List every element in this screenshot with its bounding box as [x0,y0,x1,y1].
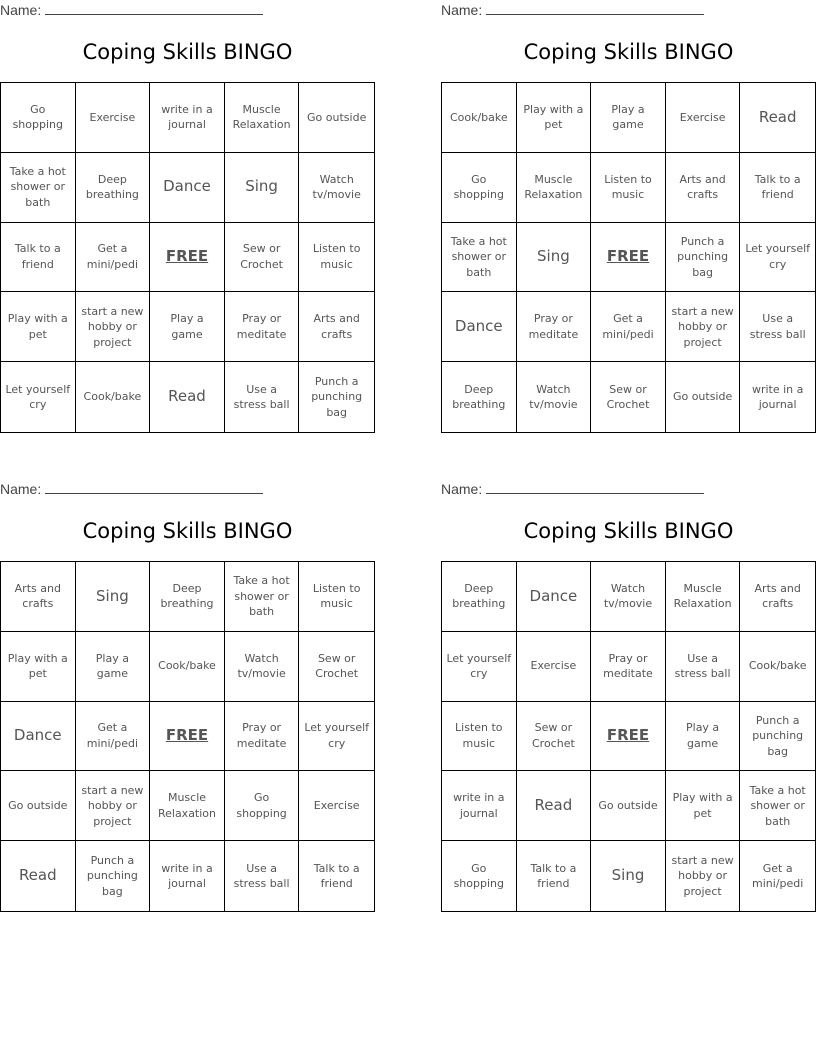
bingo-cell: Muscle Relaxation [150,771,225,841]
bingo-card-3 [0,479,375,913]
bingo-cell: Go shopping [1,83,76,153]
bingo-cell: Sew or Crochet [225,223,300,293]
bingo-cell: Deep breathing [442,362,517,432]
bingo-cell: Exercise [76,83,151,153]
bingo-cell: Go shopping [225,771,300,841]
bingo-cell: Pray or meditate [517,292,592,362]
bingo-cell: Play a game [591,83,666,153]
bingo-cell: Play a game [666,702,741,772]
bingo-cell: Dance [517,562,592,632]
bingo-cell: Play with a pet [1,632,76,702]
bingo-cell: Cook/bake [150,632,225,702]
bingo-cell: Go outside [299,83,374,153]
bingo-cell: Go shopping [442,153,517,223]
bingo-cell: start a new hobby or project [76,771,151,841]
bingo-cell: Take a hot shower or bath [442,223,517,293]
bingo-cell: Pray or meditate [591,632,666,702]
bingo-cell: Sing [517,223,592,293]
bingo-grid [0,82,375,433]
bingo-cell: Muscle Relaxation [517,153,592,223]
card-title: Coping Skills BINGO [82,40,293,64]
bingo-cell: Sew or Crochet [591,362,666,432]
bingo-cell: Play a game [150,292,225,362]
name-label: Name: [0,481,42,497]
bingo-cell: Sew or Crochet [299,632,374,702]
bingo-cell: write in a journal [150,841,225,911]
bingo-cell: Play with a pet [517,83,592,153]
bingo-cell: Cook/bake [740,632,815,702]
bingo-cell: Muscle Relaxation [225,83,300,153]
name-blank [45,13,263,15]
bingo-cell: Go outside [591,771,666,841]
bingo-cell: Let yourself cry [740,223,815,293]
name-label: Name: [441,2,483,18]
bingo-cell: Let yourself cry [1,362,76,432]
bingo-cell: Get a mini/pedi [76,223,151,293]
name-label: Name: [441,481,483,497]
bingo-cell: Use a stress ball [740,292,815,362]
bingo-cell: write in a journal [150,83,225,153]
bingo-cell: Go outside [666,362,741,432]
bingo-cell: Muscle Relaxation [666,562,741,632]
bingo-cell: Let yourself cry [442,632,517,702]
bingo-cell: Watch tv/movie [299,153,374,223]
bingo-cell: Watch tv/movie [225,632,300,702]
bingo-cell: start a new hobby or project [666,841,741,911]
bingo-cell: Read [150,362,225,432]
name-blank [45,492,263,494]
bingo-cell: Arts and crafts [666,153,741,223]
bingo-cell: Exercise [517,632,592,702]
bingo-cell: Talk to a friend [517,841,592,911]
bingo-cell: Sing [76,562,151,632]
bingo-cell: Arts and crafts [299,292,374,362]
bingo-cell: Listen to music [442,702,517,772]
bingo-cell: start a new hobby or project [76,292,151,362]
bingo-cell: Get a mini/pedi [752,861,804,891]
bingo-cell: Go shopping [442,841,517,911]
bingo-cell: Watch tv/movie [517,362,592,432]
free-space: FREE [591,702,666,772]
bingo-cell: Read [1,841,76,911]
bingo-cell: Punch a punching bag [740,702,815,772]
free-space: FREE [150,702,225,772]
free-space: FREE [150,223,225,293]
bingo-cell: Punch a punching bag [76,841,151,911]
bingo-cell: Sew or Crochet [517,702,592,772]
card-title: Coping Skills BINGO [82,519,293,543]
bingo-card-4 [441,479,816,913]
bingo-cell: Cook/bake [76,362,151,432]
bingo-cell: Watch tv/movie [591,562,666,632]
bingo-cell: Play with a pet [666,771,741,841]
bingo-cell: start a new hobby or project [666,292,741,362]
bingo-cell: write in a journal [442,771,517,841]
bingo-cell: Go outside [1,771,76,841]
bingo-cell: write in a journal [751,382,804,412]
bingo-cell: Pray or meditate [225,702,300,772]
bingo-cell: Read [740,83,815,153]
bingo-cell: Pray or meditate [225,292,300,362]
bingo-cell: Read [517,771,592,841]
bingo-cell: Exercise [299,771,374,841]
bingo-cell: Take a hot shower or bath [740,771,815,841]
bingo-cell: Listen to music [299,223,374,293]
bingo-grid [441,561,816,912]
bingo-cell: Use a stress ball [666,632,741,702]
name-line [0,2,263,18]
bingo-cell: Sing [591,841,666,911]
bingo-cell: Use a stress ball [225,841,300,911]
bingo-cell: Dance [442,292,517,362]
bingo-cell: Punch a punching bag [666,223,741,293]
bingo-cell: Dance [1,702,76,772]
bingo-cell: Punch a punching bag [311,374,363,419]
name-line [441,2,704,18]
bingo-cell: Take a hot shower or bath [225,562,300,632]
bingo-grid [0,561,375,912]
bingo-card-2 [441,0,816,434]
bingo-cell: Listen to music [591,153,666,223]
bingo-cell: Dance [150,153,225,223]
bingo-cell: Cook/bake [442,83,517,153]
name-line [0,481,263,497]
bingo-cell: Arts and crafts [740,562,815,632]
bingo-cell: Arts and crafts [1,562,76,632]
bingo-cell: Talk to a friend [313,861,360,891]
bingo-cell: Deep breathing [150,562,225,632]
bingo-grid [441,82,816,433]
bingo-cell: Listen to music [299,562,374,632]
bingo-cell: Exercise [666,83,741,153]
bingo-cell: Use a stress ball [225,362,300,432]
bingo-cell: Let yourself cry [299,702,374,772]
free-space: FREE [591,223,666,293]
name-blank [486,13,704,15]
bingo-cell: Deep breathing [442,562,517,632]
bingo-cell: Play a game [76,632,151,702]
card-title: Coping Skills BINGO [523,40,734,64]
bingo-cell: Take a hot shower or bath [1,153,76,223]
bingo-cell: Get a mini/pedi [591,292,666,362]
card-title: Coping Skills BINGO [523,519,734,543]
bingo-cell: Get a mini/pedi [76,702,151,772]
bingo-cell: Talk to a friend [740,153,815,223]
bingo-cell: Sing [225,153,300,223]
bingo-cell: Play with a pet [1,292,76,362]
bingo-card-1 [0,0,375,434]
name-label: Name: [0,2,42,18]
bingo-cell: Deep breathing [76,153,151,223]
name-blank [486,492,704,494]
bingo-cell: Talk to a friend [1,223,76,293]
name-line [441,481,704,497]
